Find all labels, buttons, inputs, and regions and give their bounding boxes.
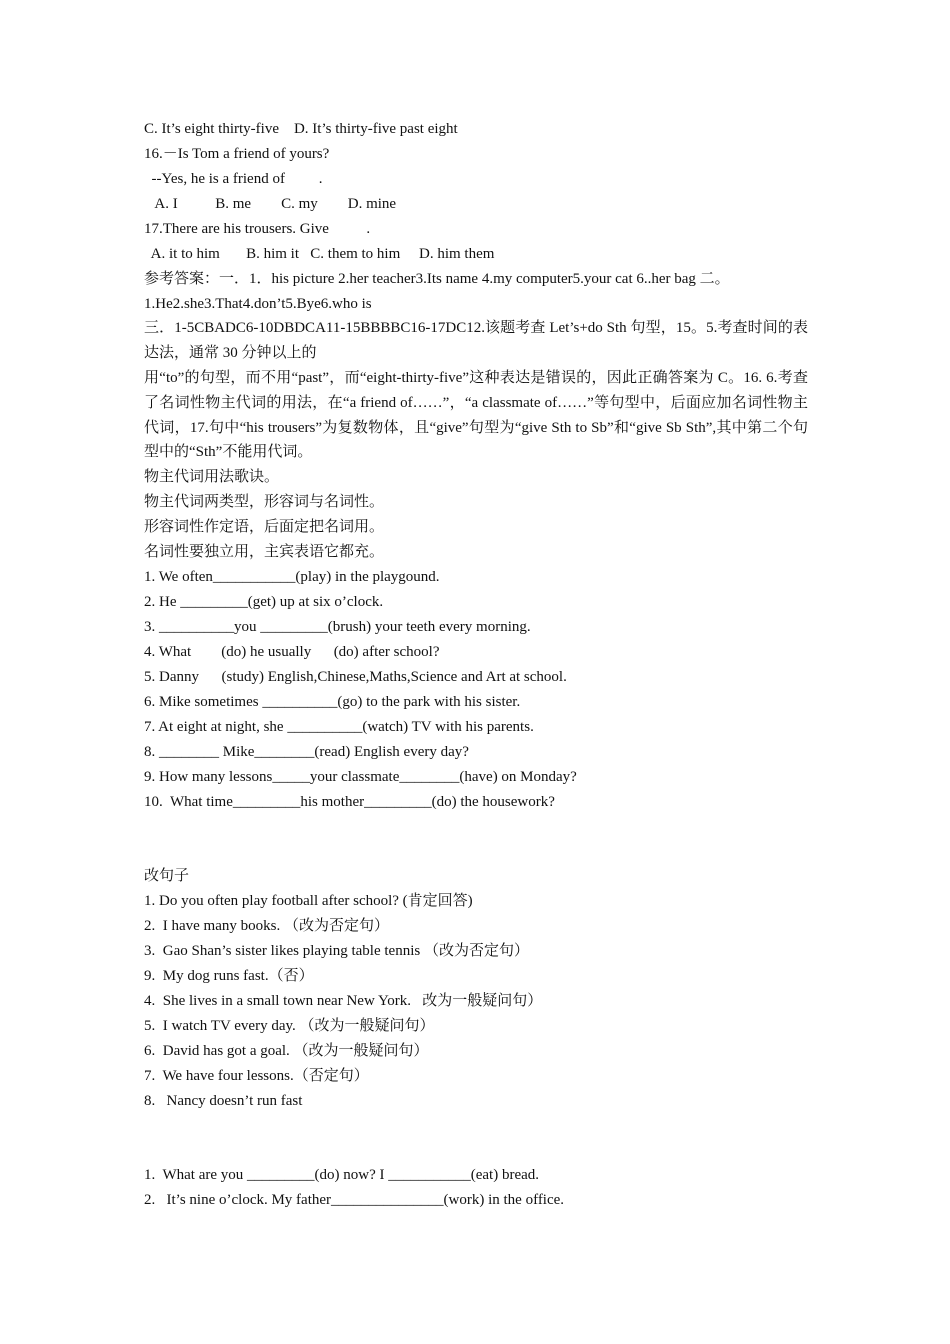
fill-exercise-item: 9. How many lessons_____your classmate________(have) on Monday?	[144, 769, 577, 785]
rewrite-item: 1. Do you often play football after school? (肯定回答)	[144, 893, 473, 909]
fill-exercise-item: 4. What (do) he usually (do) after school?	[144, 644, 440, 660]
rewrite-item: 4. She lives in a small town near New York. 改为一般疑问句）	[144, 993, 543, 1009]
fill-exercise-item: 3. __________you _________(brush) your teeth every morning.	[144, 619, 531, 635]
q15-options-cd: C. It’s eight thirty-five D. It’s thirty-five past eight	[144, 121, 458, 137]
q16-answer-line: --Yes, he is a friend of .	[144, 171, 323, 187]
q16-options: A. I B. me C. my D. mine	[144, 196, 397, 212]
fill-exercise-item: 5. Danny (study) English,Chinese,Maths,Science and Art at school.	[144, 669, 567, 685]
rewrite-item: 7. We have four lessons.（否定句）	[144, 1068, 369, 1084]
rewrite-item: 5. I watch TV every day. （改为一般疑问句）	[144, 1018, 435, 1034]
fill-exercise-item: 6. Mike sometimes __________(go) to the park with his sister.	[144, 694, 521, 710]
rewrite-item: 3. Gao Shan’s sister likes playing table tennis （改为否定句）	[144, 943, 529, 959]
fill-exercise-item: 2. He _________(get) up at six o’clock.	[144, 594, 384, 610]
rhyme-line: 名词性要独立用，主宾表语它都充。	[144, 544, 385, 560]
rhyme-line: 形容词性作定语，后面定把名词用。	[144, 519, 385, 535]
rhyme-line: 物主代词用法歌诀。	[144, 469, 280, 485]
q17-question: 17.There are his trousers. Give .	[144, 221, 371, 237]
fill-exercise-item: 1. We often___________(play) in the playgound.	[144, 569, 440, 585]
rewrite-item: 8. Nancy doesn’t run fast	[144, 1093, 303, 1109]
continuous-exercise-item: 2. It’s nine o’clock. My father_______________(work) in the office.	[144, 1192, 565, 1208]
continuous-exercise-item: 1. What are you _________(do) now? I ___________(eat) bread.	[144, 1167, 540, 1183]
answer-explanation-1: 三．1-5CBADC6-10DBDCA11-15BBBBC16-17DC12.该题考查 Let’s+do Sth 句型，15。5.考查时间的表达法，通常 30 分钟以上的	[144, 320, 808, 361]
fill-exercise-item: 8. ________ Mike________(read) English every day?	[144, 744, 469, 760]
fill-exercise-item: 7. At eight at night, she __________(watch) TV with his parents.	[144, 719, 534, 735]
fill-exercise-item: 10. What time_________his mother_________(do) the housework?	[144, 794, 555, 810]
q16-question: 16.－Is Tom a friend of yours?	[144, 146, 330, 162]
rewrite-item: 2. I have many books. （改为否定句）	[144, 918, 389, 934]
answer-key-line-1: 参考答案：一．1．his picture 2.her teacher3.Its name 4.my computer5.your cat 6..her bag 二。	[144, 271, 730, 287]
rewrite-item: 6. David has got a goal. （改为一般疑问句）	[144, 1043, 429, 1059]
answer-explanation-2: 用“to”的句型，而不用“past”，而“eight-thirty-five”这种表达是错误的，因此正确答案为 C。16. 6.考查了名词性物主代词的用法，在“a friend of……”，“a classmate of……”等句型中，后面应加名词性物主代词，17.句中“his trousers”为复数物体，且“give”句型为“give Sth to Sb”和“give Sb Sth”,其中第二个句型中的“Sth”不能用代词。	[144, 370, 808, 461]
rewrite-section-heading: 改句子	[144, 868, 190, 884]
rewrite-item: 9. My dog runs fast.（否）	[144, 968, 314, 984]
answer-key-line-2: 1.He2.she3.That4.don’t5.Bye6.who is	[144, 296, 372, 312]
q17-options: A. it to him B. him it C. them to him D. him them	[144, 246, 495, 262]
rhyme-line: 物主代词两类型，形容词与名词性。	[144, 494, 385, 510]
